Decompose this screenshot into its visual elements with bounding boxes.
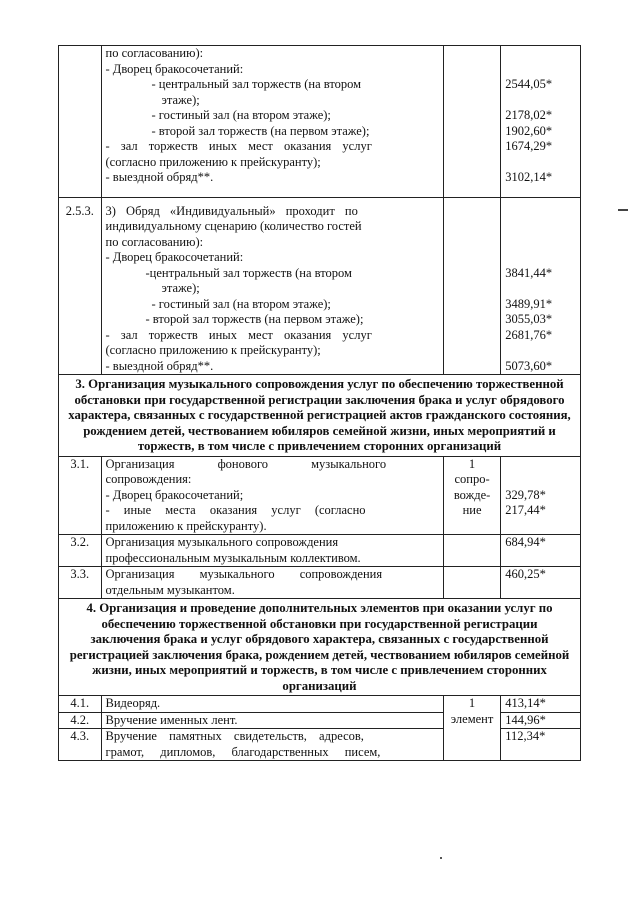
row-unit-cell (443, 46, 500, 198)
desc-line: по согласованию): (105, 234, 204, 249)
price-value: 2681,76* (505, 327, 553, 342)
row-description-cell (101, 712, 443, 729)
row-number-cell (59, 567, 102, 599)
row-price-cell (501, 535, 581, 567)
row-price-cell (501, 712, 581, 729)
row-number-cell (59, 456, 102, 535)
row-price-cell (501, 197, 581, 375)
price-value: 144,96* (505, 712, 546, 727)
desc-line: - центральный зал торжеств (на втором (151, 77, 362, 91)
price-value: 3055,03* (505, 312, 553, 326)
row-number-cell (59, 197, 102, 375)
table-row-3-2 (59, 535, 581, 567)
price-table (58, 45, 581, 761)
desc-line: - гостиный зал (на втором этаже); (151, 296, 331, 311)
unit-text: 1 (468, 696, 476, 710)
price-value: 460,25* (505, 567, 546, 581)
desc-line: - Дворец бракосочетаний; (105, 487, 244, 502)
desc-line: Вручение памятных свидетельств, адресов, (105, 729, 364, 743)
price-value: 3489,91* (505, 296, 553, 311)
table-row-4-3 (59, 729, 581, 761)
row-description-cell (101, 696, 443, 713)
unit-text: сопро- (454, 472, 490, 486)
row-number: 3.3. (70, 567, 90, 581)
price-value: 2178,02* (505, 108, 553, 122)
desc-line: (согласно приложению к прейскуранту); (105, 343, 321, 357)
row-price-cell (501, 567, 581, 599)
unit-text: вожде- (453, 487, 491, 502)
unit-text: ние (462, 503, 482, 517)
section-header-3 (59, 375, 581, 457)
desc-line: профессиональным музыкальным коллективом. (105, 550, 361, 565)
row-price-cell (501, 696, 581, 713)
row-price-cell (501, 46, 581, 198)
row-number: 4.3. (70, 729, 90, 743)
row-number-cell (59, 535, 102, 567)
desc-line: 3) Обряд «Индивидуальный» проходит по (105, 203, 358, 218)
price-value: 684,94* (505, 535, 546, 549)
row-number-cell (59, 46, 102, 198)
price-value: 1674,29* (505, 139, 553, 153)
desc-line: сопровождения: (105, 472, 192, 486)
price-value: 5073,60* (505, 358, 553, 373)
price-value: 3102,14* (505, 170, 553, 184)
desc-line: по согласованию): (105, 46, 204, 60)
row-description-cell (101, 567, 443, 599)
price-value: 3841,44* (505, 265, 553, 280)
desc-line: - зал торжеств иных мест оказания услуг (105, 327, 372, 342)
desc-line: - второй зал торжеств (на первом этаже); (145, 312, 364, 326)
desc-line: - выездной обряд**. (105, 170, 214, 184)
row-number: 3.2. (70, 535, 90, 549)
desc-line: этаже); (161, 281, 200, 295)
unit-text: 1 (468, 456, 476, 471)
desc-line: - выездной обряд**. (105, 358, 214, 373)
section-title: 3. Организация музыкального сопровождения услуг по обеспечению торжественной обстановки при государственной регистрации заключения брака и услуг обрядового характера, связанных с государственной регистрацией актов гражданского состояния, рождением детей, чествованием юбиляров семейной жизни, иных мероприятий и торжеств, в том числе с привлечением сторонних организаций (59, 375, 581, 457)
row-unit-cell (443, 567, 500, 599)
desc-line: Организация фонового музыкального (105, 456, 387, 471)
row-description-cell (101, 535, 443, 567)
row-description-cell (101, 46, 443, 198)
table-row-4-1 (59, 696, 581, 713)
row-number-cell (59, 729, 102, 761)
desc-line: - Дворец бракосочетаний: (105, 250, 244, 264)
desc-line: - иные места оказания услуг (согласно (105, 503, 366, 517)
row-description-cell (101, 197, 443, 375)
table-row-3-1 (59, 456, 581, 535)
desc-line: приложению к прейскуранту). (105, 518, 267, 533)
row-number: 4.1. (70, 696, 90, 710)
desc-line: - зал торжеств иных мест оказания услуг (105, 139, 372, 153)
margin-mark (618, 209, 628, 211)
row-number-cell (59, 712, 102, 729)
desc-line: индивидуальному сценарию (количество гостей (105, 219, 362, 233)
desc-line: Организация музыкального сопровождения (105, 567, 383, 581)
row-number: 3.1. (70, 456, 90, 471)
desc-line: Видеоряд. (105, 696, 161, 710)
row-price-cell (501, 456, 581, 535)
desc-line: (согласно приложению к прейскуранту); (105, 154, 321, 169)
desc-line: - второй зал торжеств (на первом этаже); (151, 123, 370, 138)
row-price-cell (501, 729, 581, 761)
price-value: 217,44* (505, 503, 546, 517)
price-value: 1902,60* (505, 123, 553, 138)
desc-line: Организация музыкального сопровождения (105, 535, 339, 549)
row-description-cell (101, 729, 443, 761)
price-value: 2544,05* (505, 77, 553, 91)
row-unit-cell (443, 197, 500, 375)
row-number-cell (59, 696, 102, 713)
table-row-4-2 (59, 712, 581, 729)
section-title: 4. Организация и проведение дополнительных элементов при оказании услуг по обеспечению торжественной обстановки при государственной регистрации заключения брака и услуг обрядового характера, связанных с государственной регистрацией заключения брака, рождением детей, чествованием юбиляров семейной жизни, иных мероприятий и торжеств, в том числе с привлечением сторонних организаций (59, 599, 581, 696)
desc-line: - гостиный зал (на втором этаже); (151, 108, 331, 122)
desc-line: грамот, дипломов, благодарственных писем, (105, 744, 381, 759)
row-number: 2.5.3. (65, 203, 94, 218)
desc-line: Вручение именных лент. (105, 712, 238, 727)
scan-speck (440, 857, 442, 859)
table-row-2-5-2 (59, 46, 581, 198)
row-number: 4.2. (70, 712, 90, 727)
desc-line: - Дворец бракосочетаний: (105, 61, 244, 76)
desc-line: этаже); (161, 92, 200, 107)
row-unit-cell (443, 696, 500, 761)
row-unit-cell (443, 456, 500, 535)
table-row-2-5-3 (59, 197, 581, 375)
desc-line: -центральный зал торжеств (на втором (145, 265, 352, 280)
price-value: 112,34* (505, 729, 546, 743)
table-row-3-3 (59, 567, 581, 599)
price-value: 329,78* (505, 487, 546, 502)
row-description-cell (101, 456, 443, 535)
desc-line: отдельным музыкантом. (105, 582, 235, 597)
row-unit-cell (443, 535, 500, 567)
price-value: 413,14* (505, 696, 546, 710)
unit-text: элемент (450, 711, 494, 726)
section-header-4 (59, 599, 581, 696)
